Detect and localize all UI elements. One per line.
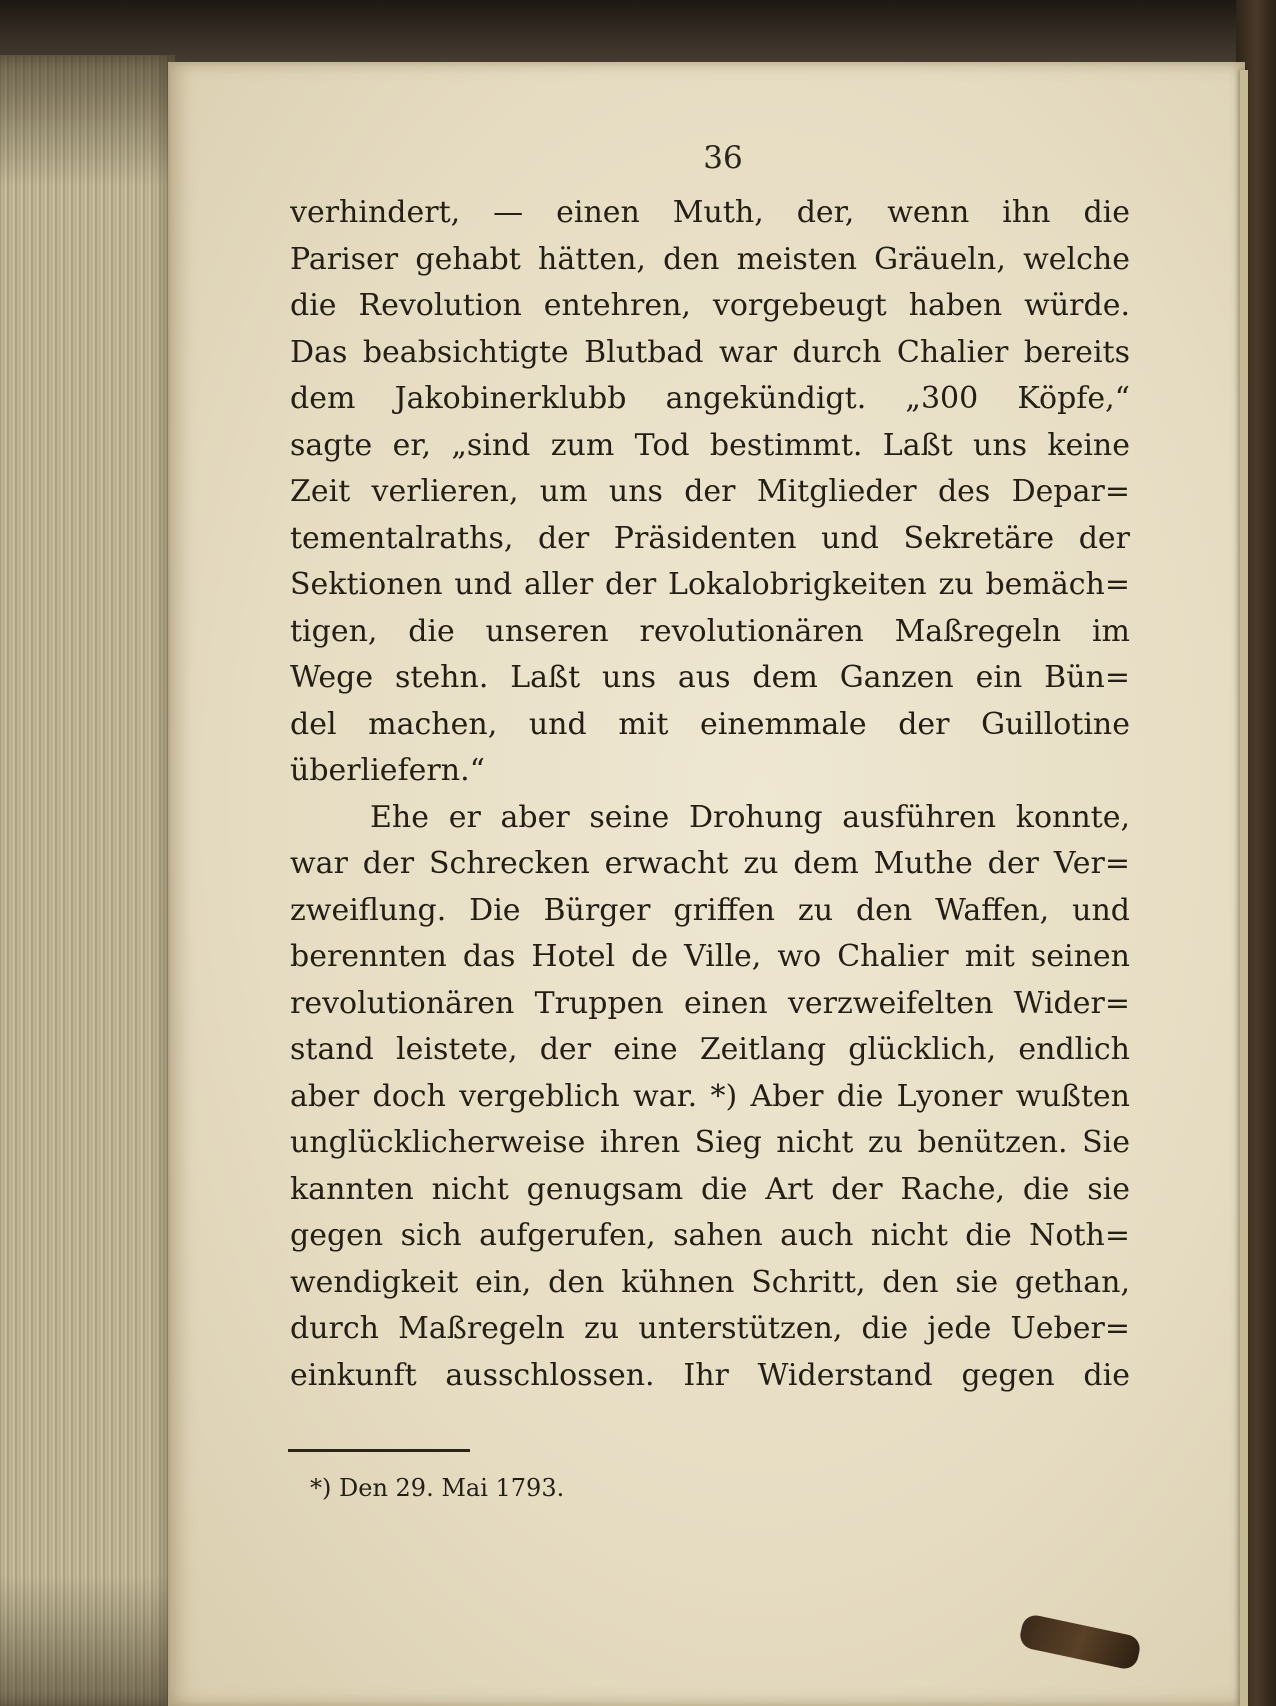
text-line: verhindert, — einen Muth, der, wenn ihn die xyxy=(290,195,1130,230)
text-line: gegen sich aufgerufen, sahen auch nicht die Noth= xyxy=(290,1218,1130,1253)
text-line: berennten das Hotel de Ville, wo Chalier mit seinen xyxy=(290,939,1130,974)
text-line: kannten nicht genugsam die Art der Rache, die sie xyxy=(290,1171,1130,1207)
text-line: Das beabsichtigte Blutbad war durch Chalier bereits xyxy=(290,334,1130,370)
text-line: sagte er, „sind zum Tod bestimmt. Laßt uns keine xyxy=(290,427,1130,463)
text-line: zweiflung. Die Bürger griffen zu den Waffen, und xyxy=(290,892,1130,928)
paragraph-2 xyxy=(290,795,1130,1400)
text-line: Ehe er aber seine Drohung ausführen konnte, xyxy=(370,799,1130,835)
page-stack-edge xyxy=(0,55,175,1706)
footnote: *) Den 29. Mai 1793. xyxy=(310,1474,565,1502)
text-line: revolutionären Truppen einen verzweifelten Wider= xyxy=(290,985,1130,1021)
text-line: Zeit verlieren, um uns der Mitglieder des Depar= xyxy=(290,474,1130,509)
text-line: war der Schrecken erwacht zu dem Muthe der Ver= xyxy=(290,846,1130,881)
text-line: tigen, die unseren revolutionären Maßregeln im xyxy=(290,613,1130,649)
text-line: stand leistete, der eine Zeitlang glücklich, endlich xyxy=(290,1032,1130,1067)
book-cover-top xyxy=(0,0,1276,70)
text-line: die Revolution entehren, vorgebeugt haben würde. xyxy=(290,288,1130,323)
text-line: dem Jakobinerklubb angekündigt. „300 Köpfe,“ xyxy=(290,381,1130,416)
text-line: Pariser gehabt hätten, den meisten Gräueln, welche xyxy=(290,241,1130,277)
body-text xyxy=(290,190,1130,1399)
page-edge-right xyxy=(1240,70,1248,1706)
text-line: unglücklicherweise ihren Sieg nicht zu benützen. Sie xyxy=(290,1125,1130,1160)
paragraph-1 xyxy=(290,190,1130,795)
text-line: del machen, und mit einemmale der Guillotine xyxy=(290,706,1130,742)
text-line: überliefern.“ xyxy=(290,753,485,788)
footnote-rule xyxy=(288,1449,470,1452)
page-number: 36 xyxy=(703,140,743,176)
text-line: aber doch vergeblich war. *) Aber die Lyoner wußten xyxy=(290,1078,1130,1114)
text-line: Wege stehn. Laßt uns aus dem Ganzen ein Bün= xyxy=(290,660,1130,695)
text-line: tementalraths, der Präsidenten und Sekretäre der xyxy=(290,520,1130,556)
text-line: wendigkeit ein, den kühnen Schritt, den sie gethan, xyxy=(290,1264,1130,1300)
text-line: Sektionen und aller der Lokalobrigkeiten zu bemäch= xyxy=(290,567,1130,602)
text-line: einkunft ausschlossen. Ihr Widerstand gegen die xyxy=(290,1357,1130,1393)
text-line: durch Maßregeln zu unterstützen, die jede Ueber= xyxy=(290,1311,1130,1346)
